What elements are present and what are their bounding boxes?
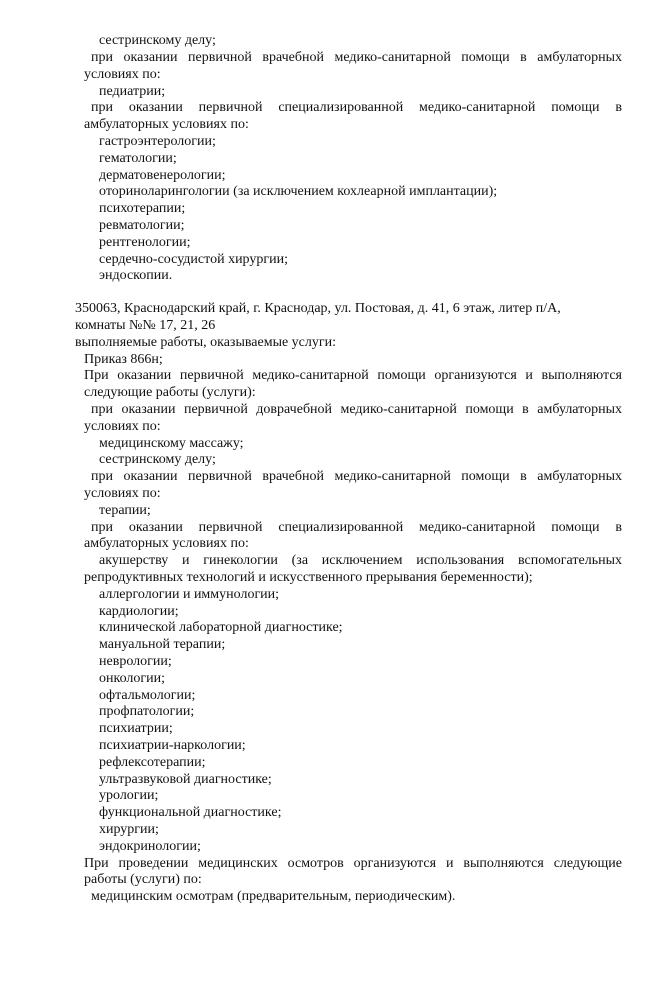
text-line: при оказании первичной доврачебной медико-санитарной помощи в амбулаторных [91, 402, 622, 417]
list-item: оториноларингологии (за исключением кохлеарной имплантации); [99, 184, 498, 199]
list-item: урологии; [99, 788, 159, 803]
text-line: при оказании первичной врачебной медико-санитарной помощи в амбулаторных [91, 50, 622, 65]
text-line: работы (услуги) по: [84, 872, 202, 887]
text-line: при оказании первичной специализированной медико-санитарной помощи в [91, 520, 622, 535]
text-line: сестринскому делу; [99, 33, 216, 48]
list-item: сердечно-сосудистой хирургии; [99, 252, 288, 267]
list-item: терапии; [99, 503, 151, 518]
list-item: рентгенологии; [99, 235, 191, 250]
list-item: профпатологии; [99, 704, 195, 719]
text-line: репродуктивных технологий и искусственного прерывания беременности); [84, 570, 533, 585]
text-line: При проведении медицинских осмотров организуются и выполняются следующие [84, 856, 622, 871]
list-item: психиатрии-наркологии; [99, 738, 246, 753]
list-item: эндокринологии; [99, 839, 201, 854]
list-item: ультразвуковой диагностике; [99, 772, 272, 787]
list-item: кардиологии; [99, 604, 179, 619]
text-line: амбулаторных условиях по: [84, 536, 249, 551]
address-line: комнаты №№ 17, 21, 26 [75, 318, 216, 333]
text-line: при оказании первичной специализированной медико-санитарной помощи в [91, 100, 622, 115]
list-item: неврологии; [99, 654, 172, 669]
text-line: условиях по: [84, 67, 161, 82]
list-item: эндоскопии. [99, 268, 173, 283]
list-item: функциональной диагностике; [99, 805, 282, 820]
list-item: медицинским осмотрам (предварительным, периодическим). [91, 889, 456, 904]
list-item: онкологии; [99, 671, 166, 686]
section-heading: выполняемые работы, оказываемые услуги: [75, 335, 337, 350]
list-item: хирургии; [99, 822, 159, 837]
list-item: психиатрии; [99, 721, 173, 736]
list-item: аллергологии и иммунологии; [99, 587, 280, 602]
list-item: рефлексотерапии; [99, 755, 206, 770]
text-line: при оказании первичной врачебной медико-санитарной помощи в амбулаторных [91, 469, 622, 484]
text-line: условиях по: [84, 486, 161, 501]
text-line: педиатрии; [99, 84, 166, 99]
list-item: дерматовенерологии; [99, 168, 226, 183]
list-item: клинической лабораторной диагностике; [99, 620, 343, 635]
list-item: ревматологии; [99, 218, 185, 233]
order-line: Приказ 866н; [84, 352, 163, 367]
list-item: акушерству и гинекологии (за исключением использования вспомогательных [99, 553, 622, 568]
list-item: гематологии; [99, 151, 177, 166]
list-item: психотерапии; [99, 201, 186, 216]
text-line: амбулаторных условиях по: [84, 117, 249, 132]
list-item: офтальмологии; [99, 688, 196, 703]
text-line: условиях по: [84, 419, 161, 434]
list-item: медицинскому массажу; [99, 436, 244, 451]
text-line: следующие работы (услуги): [84, 385, 256, 400]
list-item: мануальной терапии; [99, 637, 226, 652]
list-item: гастроэнтерологии; [99, 134, 216, 149]
text-line: При оказании первичной медико-санитарной помощи организуются и выполняются [84, 368, 622, 383]
list-item: сестринскому делу; [99, 452, 216, 467]
address-line: 350063, Краснодарский край, г. Краснодар, ул. Постовая, д. 41, 6 этаж, литер п/А, [75, 301, 561, 316]
